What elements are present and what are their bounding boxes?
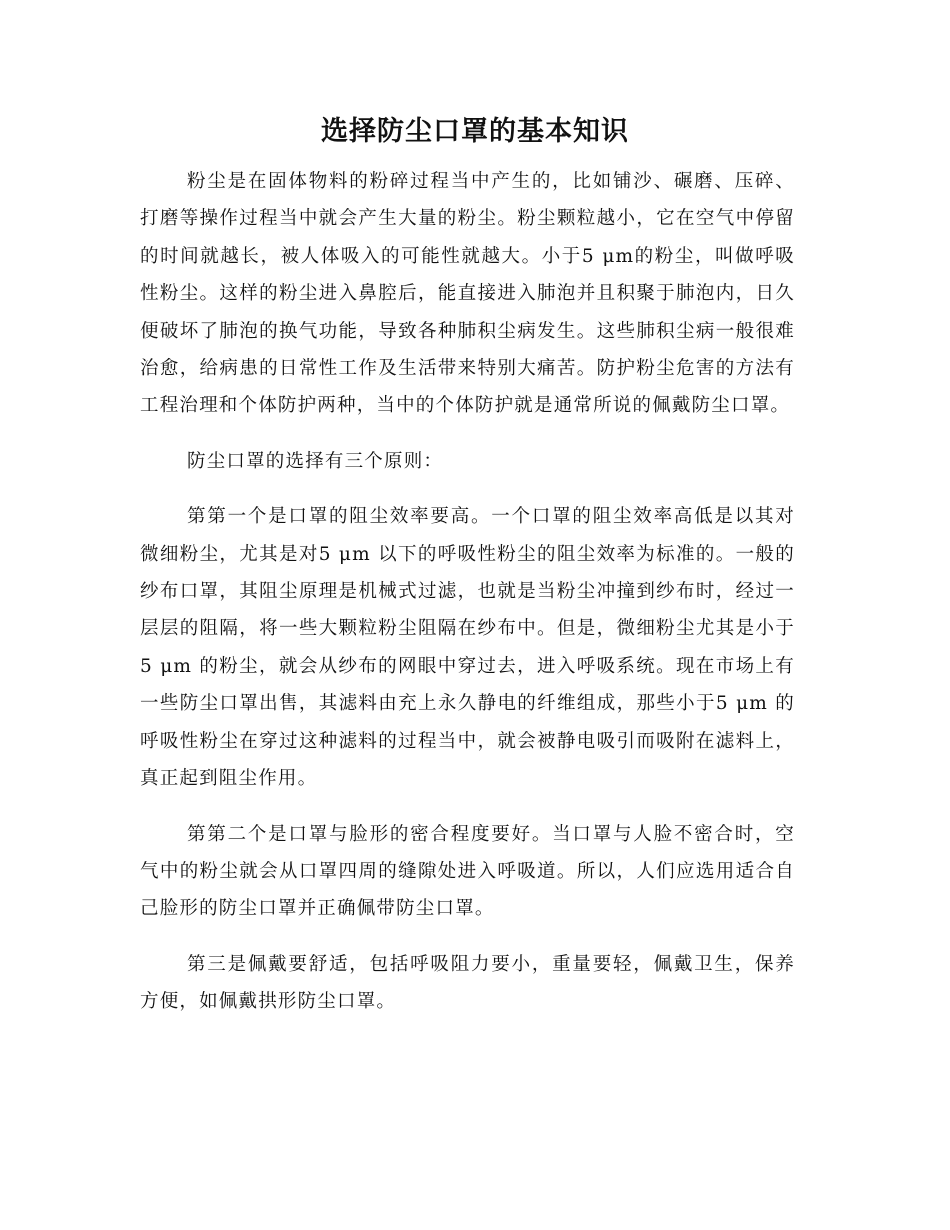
paragraph-principle-2: 第第二个是口罩与脸形的密合程度要好。当口罩与人脸不密合时，空气中的粉尘就会从口罩四周的缝隙处进入呼吸道。所以，人们应选用适合自己脸形的防尘口罩并正确佩带防尘口罩。 [140, 823, 795, 920]
paragraph-intro: 粉尘是在固体物料的粉碎过程当中产生的，比如铺沙、碾磨、压碎、打磨等操作过程当中就会产生大量的粉尘。粉尘颗粒越小，它在空气中停留的时间就越长，被人体吸入的可能性就越大。小于5 μm的粉尘，叫做呼吸性粉尘。这样的粉尘进入鼻腔后，能直接进入肺泡并且积聚于肺泡内，日久便破坏了肺泡的换气功能，导致各种肺积尘病发生。这些肺积尘病一般很难治愈，给病患的日常性工作及生活带来特别大痛苦。防护粉尘危害的方法有工程治理和个体防护两种，当中的个体防护就是通常所说的佩戴防尘口罩。 [140, 171, 795, 417]
paragraph-principle-1: 第第一个是口罩的阻尘效率要高。一个口罩的阻尘效率高低是以其对微细粉尘，尤其是对5 μm 以下的呼吸性粉尘的阻尘效率为标准的。一般的纱布口罩，其阻尘原理是机械式过滤，也就是当粉尘冲撞到纱布时，经过一层层的阻隔，将一些大颗粒粉尘阻隔在纱布中。但是，微细粉尘尤其是小于5 μm 的粉尘，就会从纱布的网眼中穿过去，进入呼吸系统。现在市场上有一些防尘口罩出售，其滤料由充上永久静电的纤维组成，那些小于5 μm 的呼吸性粉尘在穿过这种滤料的过程当中，就会被静电吸引而吸附在滤料上，真正起到阻尘作用。 [140, 506, 795, 790]
paragraph-principle-3: 第三是佩戴要舒适，包括呼吸阻力要小，重量要轻，佩戴卫生，保养方便，如佩戴拱形防尘口罩。 [140, 953, 795, 1013]
document-title: 选择防尘口罩的基本知识 [321, 116, 629, 147]
document-body [140, 163, 795, 1039]
paragraph-principles-heading: 防尘口罩的选择有三个原则： [187, 450, 444, 472]
